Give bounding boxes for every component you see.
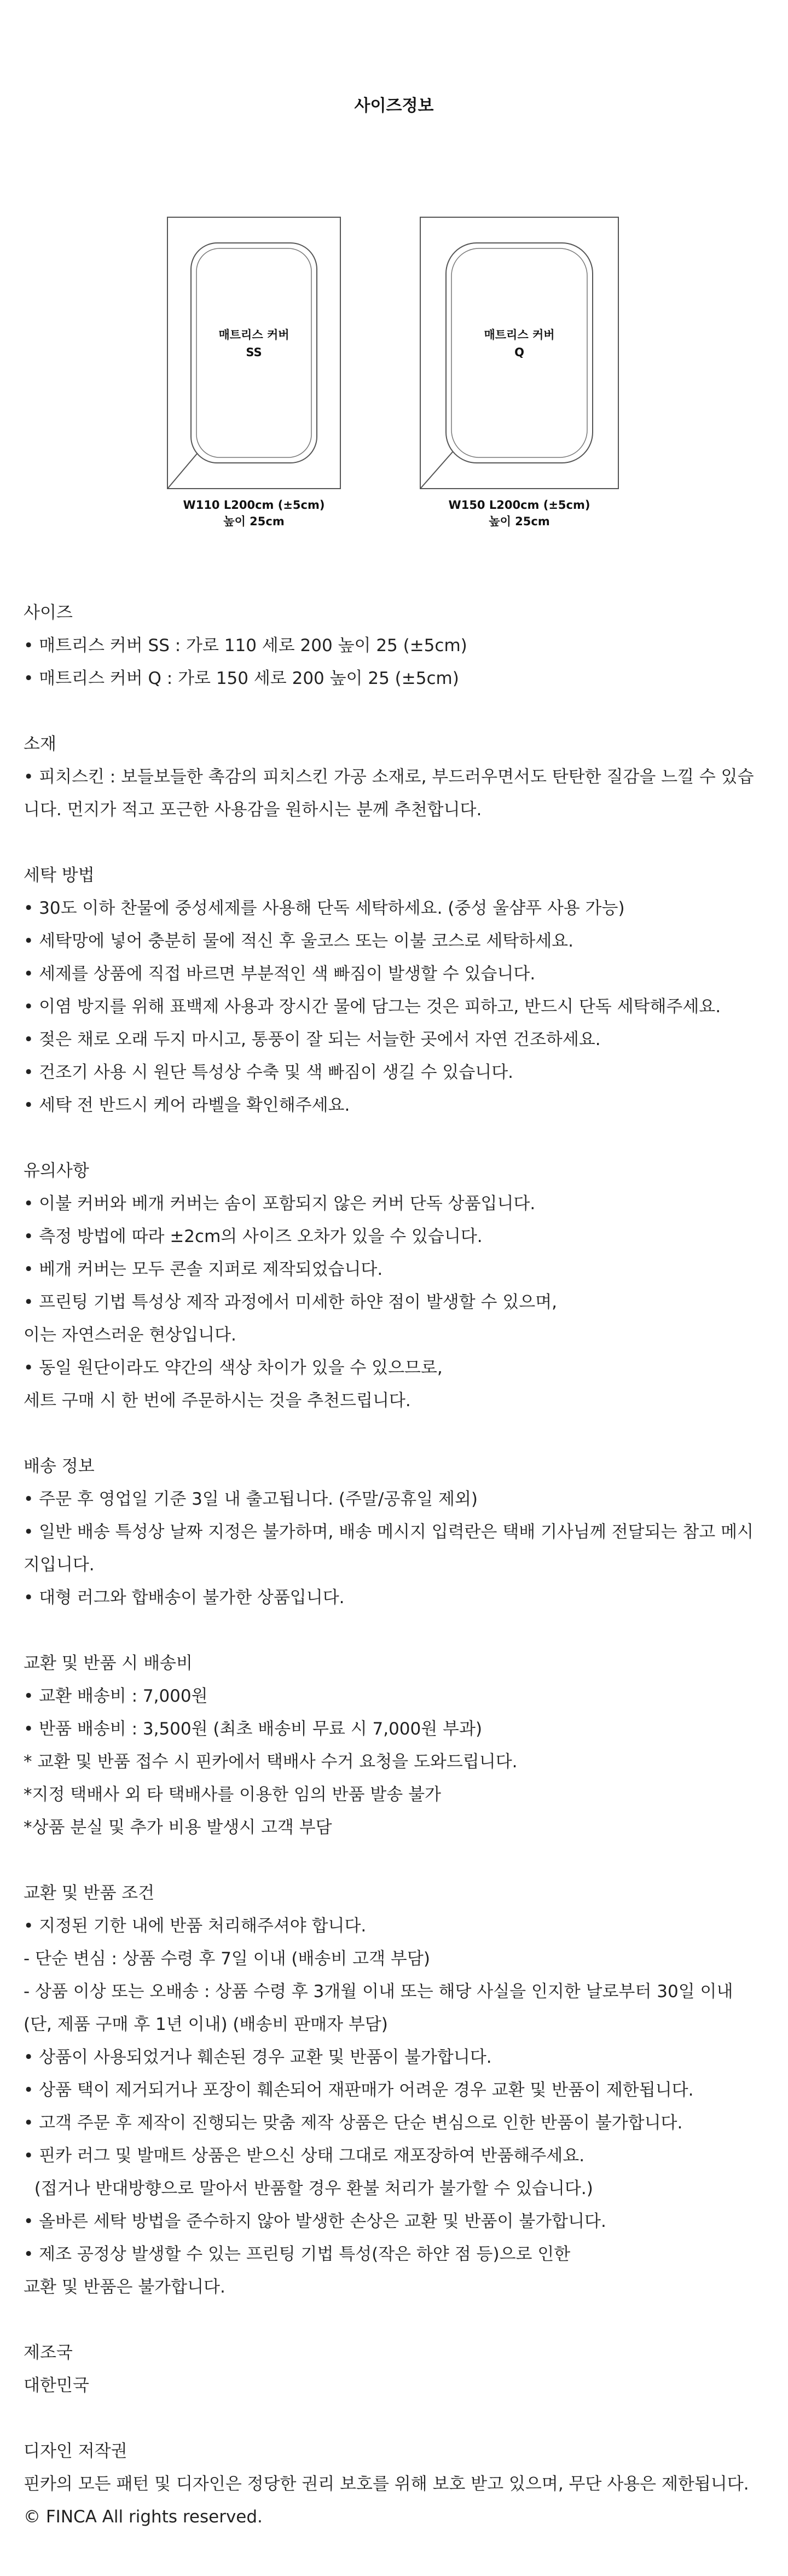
section-notice <box>24 1154 768 1417</box>
info-line: • 상품이 사용되었거나 훼손된 경우 교환 및 반품이 불가합니다. <box>24 2047 492 2067</box>
info-line: • 반품 배송비 : 3,500원 (최초 배송비 무료 시 7,000원 부과) <box>24 1719 483 1739</box>
diagram-label-size: SS <box>246 346 262 359</box>
product-info-content <box>24 596 768 2566</box>
section-title: 교환 및 반품 조건 <box>24 1883 155 1903</box>
info-line: • 동일 원단이라도 약간의 색상 차이가 있을 수 있으므로, <box>24 1358 443 1378</box>
section-return-conditions <box>24 1877 768 2304</box>
info-line: 대한민국 <box>24 2376 89 2395</box>
section-shipping <box>24 1450 768 1614</box>
info-line: • 프린팅 기법 특성상 제작 과정에서 미세한 하얀 점이 발생할 수 있으며, <box>24 1292 558 1312</box>
info-line: • 주문 후 영업일 기준 3일 내 출고됩니다. (주말/공휴일 제외) <box>24 1489 478 1509</box>
copyright-notice: © FINCA All rights reserved. <box>24 2507 263 2527</box>
info-line: • 건조기 사용 시 원단 특성상 수축 및 색 빠짐이 생길 수 있습니다. <box>24 1063 514 1082</box>
section-title: 교환 및 반품 시 배송비 <box>24 1653 193 1673</box>
diagram-caption <box>145 497 363 530</box>
info-line: • 젖은 채로 오래 두지 마시고, 통풍이 잘 되는 서늘한 곳에서 자연 건조하세요. <box>24 1030 601 1049</box>
info-line: • 올바른 세탁 방법을 준수하지 않아 발생한 손상은 교환 및 반품이 불가합니다. <box>24 2212 606 2231</box>
size-diagram-ss <box>167 217 341 528</box>
info-line: *상품 분실 및 추가 비용 발생시 고객 부담 <box>24 1818 332 1837</box>
diagram-caption-height: 높이 25cm <box>223 515 285 528</box>
info-line: • 지정된 기한 내에 반품 처리해주셔야 합니다. <box>24 1916 367 1936</box>
section-washing <box>24 859 768 1122</box>
diagram-label <box>167 326 341 361</box>
info-line: • 상품 택이 제거되거나 포장이 훼손되어 재판매가 어려운 경우 교환 및 반품이 제한됩니다. <box>24 2080 694 2100</box>
section-title: 소재 <box>24 734 56 754</box>
diagram-caption <box>398 497 641 530</box>
info-line: • 매트리스 커버 SS : 가로 110 세로 200 높이 25 (±5cm) <box>24 636 467 655</box>
info-line: • 일반 배송 특성상 날짜 지정은 불가하며, 배송 메시지 입력란은 택배 기사님께 전달되는 참고 메시지입니다. <box>24 1522 754 1575</box>
info-line: • 이불 커버와 베개 커버는 솜이 포함되지 않은 커버 단독 상품입니다. <box>24 1194 536 1214</box>
diagram-label-size: Q <box>514 346 524 359</box>
info-line: 핀카의 모든 패턴 및 디자인은 정당한 권리 보호를 위해 보호 받고 있으며, 무단 사용은 제한됩니다. <box>24 2474 749 2494</box>
info-line: • 피치스킨 : 보들보들한 촉감의 피치스킨 가공 소재로, 부드러우면서도 탄탄한 질감을 느낄 수 있습니다. 먼지가 적고 포근한 사용감을 원하시는 분께 추천합니다. <box>24 767 754 820</box>
info-line: (접거나 반대방향으로 말아서 반품할 경우 환불 처리가 불가할 수 있습니다.) <box>24 2179 593 2198</box>
info-line: • 30도 이하 찬물에 중성세제를 사용해 단독 세탁하세요. (중성 울샴푸 사용 가능) <box>24 898 625 918</box>
info-line: * 교환 및 반품 접수 시 핀카에서 택배사 수거 요청을 도와드립니다. <box>24 1752 518 1772</box>
section-title: 세탁 방법 <box>24 866 95 885</box>
info-line: • 핀카 러그 및 발매트 상품은 받으신 상태 그대로 재포장하여 반품해주세요. <box>24 2146 585 2166</box>
info-line: • 대형 러그와 합배송이 불가한 상품입니다. <box>24 1588 345 1608</box>
section-material <box>24 728 768 826</box>
info-line: 이는 자연스러운 현상입니다. <box>24 1325 236 1345</box>
info-line: • 제조 공정상 발생할 수 있는 프린팅 기법 특성(작은 하얀 점 등)으로 인한 <box>24 2244 571 2264</box>
info-line: • 베개 커버는 모두 콘솔 지퍼로 제작되었습니다. <box>24 1260 383 1279</box>
diagram-label-name: 매트리스 커버 <box>484 328 555 341</box>
size-diagram-q <box>420 217 619 528</box>
info-line: • 이염 방지를 위해 표백제 사용과 장시간 물에 담그는 것은 피하고, 반드시 단독 세탁해주세요. <box>24 997 721 1017</box>
info-line: • 측정 방법에 따라 ±2cm의 사이즈 오차가 있을 수 있습니다. <box>24 1227 483 1246</box>
section-copyright <box>24 2435 768 2533</box>
section-title: 배송 정보 <box>24 1457 95 1476</box>
info-line: 세트 구매 시 한 번에 주문하시는 것을 추천드립니다. <box>24 1391 411 1411</box>
section-return-fee <box>24 1647 768 1844</box>
info-line: • 매트리스 커버 Q : 가로 150 세로 200 높이 25 (±5cm) <box>24 669 459 688</box>
info-line: - 단순 변심 : 상품 수령 후 7일 이내 (배송비 고객 부담) <box>24 1949 430 1969</box>
page-title: 사이즈정보 <box>354 96 434 115</box>
info-line: - 상품 이상 또는 오배송 : 상품 수령 후 3개월 이내 또는 해당 사실을 인지한 날로부터 30일 이내 <box>24 1982 733 2001</box>
section-title: 사이즈 <box>24 603 73 623</box>
info-line: • 세탁망에 넣어 충분히 물에 적신 후 울코스 또는 이불 코스로 세탁하세요. <box>24 931 573 951</box>
section-size <box>24 596 768 695</box>
info-line: • 고객 주문 후 제작이 진행되는 맞춤 제작 상품은 단순 변심으로 인한 반품이 불가합니다. <box>24 2113 683 2133</box>
diagram-caption-height: 높이 25cm <box>489 515 550 528</box>
diagram-label <box>420 326 619 361</box>
info-line: • 세탁 전 반드시 케어 라벨을 확인해주세요. <box>24 1095 350 1115</box>
diagram-caption-dimensions: W110 L200cm (±5cm) <box>183 498 325 512</box>
info-line: • 세제를 상품에 직접 바르면 부분적인 색 빠짐이 발생할 수 있습니다. <box>24 964 536 984</box>
section-title: 유의사항 <box>24 1161 89 1181</box>
info-line: (단, 제품 구매 후 1년 이내) (배송비 판매자 부담) <box>24 2015 388 2034</box>
diagram-label-name: 매트리스 커버 <box>218 328 289 341</box>
section-origin <box>24 2336 768 2402</box>
section-title: 디자인 저작권 <box>24 2441 128 2461</box>
info-line: • 교환 배송비 : 7,000원 <box>24 1686 208 1706</box>
diagram-caption-dimensions: W150 L200cm (±5cm) <box>448 498 590 512</box>
info-line: *지정 택배사 외 타 택배사를 이용한 임의 반품 발송 불가 <box>24 1785 441 1805</box>
section-title: 제조국 <box>24 2343 73 2363</box>
info-line: 교환 및 반품은 불가합니다. <box>24 2277 225 2297</box>
